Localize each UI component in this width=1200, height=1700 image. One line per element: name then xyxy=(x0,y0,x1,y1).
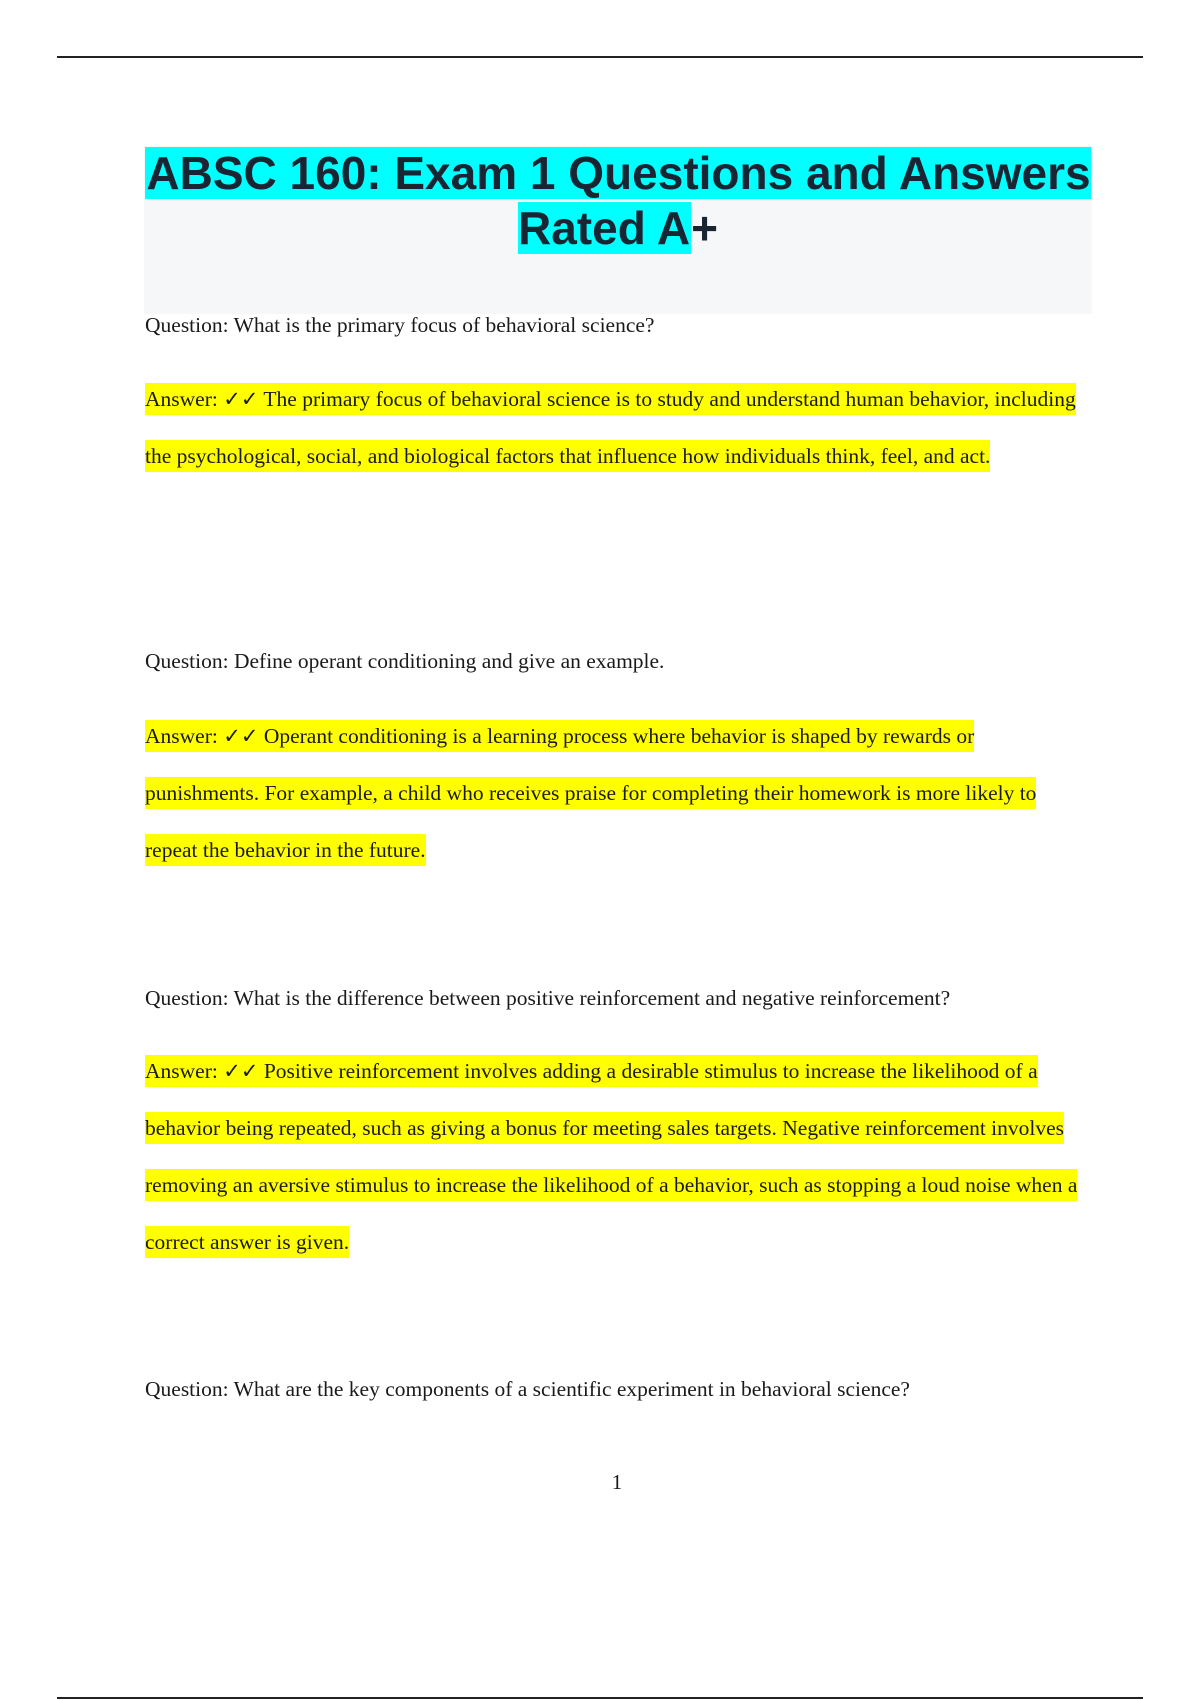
title-tail-text: + xyxy=(691,202,718,254)
answer-text xyxy=(145,708,1085,879)
answer-block xyxy=(145,708,1085,879)
document-title xyxy=(144,146,1092,256)
double-check-icon: ✓✓ xyxy=(223,387,259,411)
answer-block xyxy=(145,371,1085,485)
question-text: Question: What is the primary focus of behavioral science? xyxy=(145,313,655,337)
qa-item xyxy=(145,985,1085,1011)
answer-block xyxy=(145,1043,1085,1271)
qa-item xyxy=(145,312,1085,338)
qa-item xyxy=(145,648,1085,674)
question-text: Question: Define operant conditioning and give an example. xyxy=(145,649,665,673)
title-highlighted-text: ABSC 160: Exam 1 Questions and Answers Rated A xyxy=(146,147,1091,254)
bottom-rule xyxy=(57,1697,1143,1699)
question-text: Question: What is the difference between positive reinforcement and negative reinforcement? xyxy=(145,986,951,1010)
answer-prefix: Answer: xyxy=(145,724,224,748)
qa-item xyxy=(145,1376,1085,1402)
double-check-icon: ✓✓ xyxy=(223,724,259,748)
answer-prefix: Answer: xyxy=(145,1059,224,1083)
page-number: 1 xyxy=(611,1470,623,1494)
title-block xyxy=(144,146,1092,314)
answer-body: Operant conditioning is a learning process where behavior is shaped by rewards or punishments. For example, a child who receives praise for completing their homework is more likely to repeat the behavior in the future. xyxy=(145,724,1037,862)
double-check-icon: ✓✓ xyxy=(223,1059,259,1083)
answer-text xyxy=(145,1043,1085,1271)
top-rule xyxy=(57,56,1143,58)
answer-body: Positive reinforcement involves adding a desirable stimulus to increase the likelihood of a behavior being repeated, such as giving a bonus for meeting sales targets. Negative reinforcement involves removing an aversive stimulus to increase the likelihood of a behavior, such as stopping a loud noise when a correct answer is given. xyxy=(145,1059,1078,1254)
answer-prefix: Answer: xyxy=(145,387,224,411)
answer-body: The primary focus of behavioral science is to study and understand human behavior, including the psychological, social, and biological factors that influence how individuals think, feel, and act. xyxy=(145,387,1076,468)
answer-text xyxy=(145,371,1085,485)
question-text: Question: What are the key components of a scientific experiment in behavioral science? xyxy=(145,1377,910,1401)
